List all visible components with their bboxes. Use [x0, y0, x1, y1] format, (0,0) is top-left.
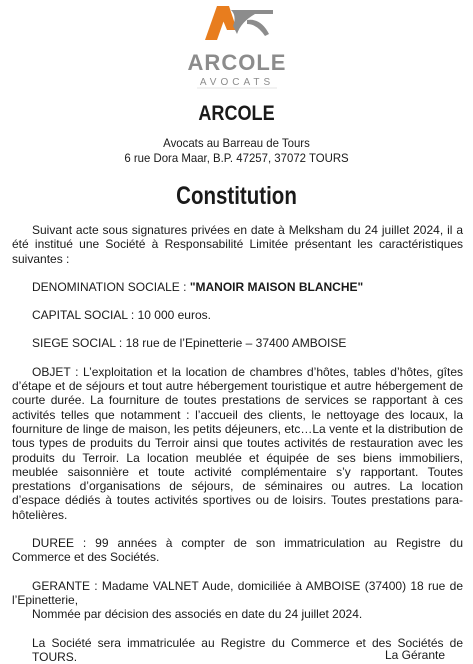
capital-line: CAPITAL SOCIAL : 10 000 euros.	[32, 308, 211, 323]
immatriculation-line: La Société sera immatriculée au Registre du Commerce et des Sociétés de TOURS.	[32, 635, 463, 664]
siege-line: SIEGE SOCIAL : 18 rue de l’Epinetterie – 37400 AMBOISE	[32, 336, 347, 351]
firm-name: ARCOLE	[198, 102, 275, 125]
denomination-label: DENOMINATION SOCIALE :	[32, 279, 190, 294]
notice-body	[12, 223, 463, 664]
denomination-value: "MANOIR MAISON BLANCHE"	[189, 279, 364, 294]
intro-paragraph: Suivant acte sous signatures privées en date à Melksham du 24 juillet 2024, il a été institué une Société à Responsabilité Limitée présentant les caractéristiques suivantes :	[12, 223, 463, 266]
gerante-paragraph: GERANTE : Madame VALNET Aude, domiciliée à AMBOISE (37400) 18 rue de l’Epinetterie,	[12, 578, 463, 607]
arcole-logo	[0, 0, 473, 108]
duree-paragraph: DUREE : 99 années à compter de son immatriculation au Registre du Commerce et des Sociétés.	[12, 536, 463, 565]
notice-title: Constitution	[176, 182, 297, 210]
signature: La Gérante	[384, 648, 445, 662]
logo-tagline: AVOCATS	[199, 77, 274, 88]
nomination-line: Nommée par décision des associés en date du 24 juillet 2024.	[32, 607, 363, 622]
firm-address	[12, 136, 461, 166]
firm-line-bar: Avocats au Barreau de Tours	[163, 136, 310, 150]
firm-line-address: 6 rue Dora Maar, B.P. 47257, 37072 TOURS	[124, 151, 349, 165]
logo-wordmark: ARCOLE	[187, 50, 286, 75]
objet-paragraph: OBJET : L’exploitation et la location de chambres d’hôtes, tables d’hôtes, gîtes d’étape et de séjours et tout autre hébergement touristique et autre hébergement de courte durée. La fourniture de toutes prestations de services se rapportant à ces activités telles que notamment : l’accueil des clients, le nettoyage des locaux, la fourniture de linge de maison, les petits déjeuners, etc…La vente et la distribution de tous types de produits du Terroir ainsi que toutes activités de restauration avec les produits du Terroir. La location meublée et équipée de ses biens immobiliers, meublée saisonnière et toute activité complémentaire s’y rapportant. Toutes prestations d’organisations de séjours, de séminaires ou autres. La location d’espace dédiés à toutes activités sportives ou de loisirs. Toutes prestations para-hôtelières.	[12, 364, 463, 522]
denomination-line	[12, 280, 463, 294]
